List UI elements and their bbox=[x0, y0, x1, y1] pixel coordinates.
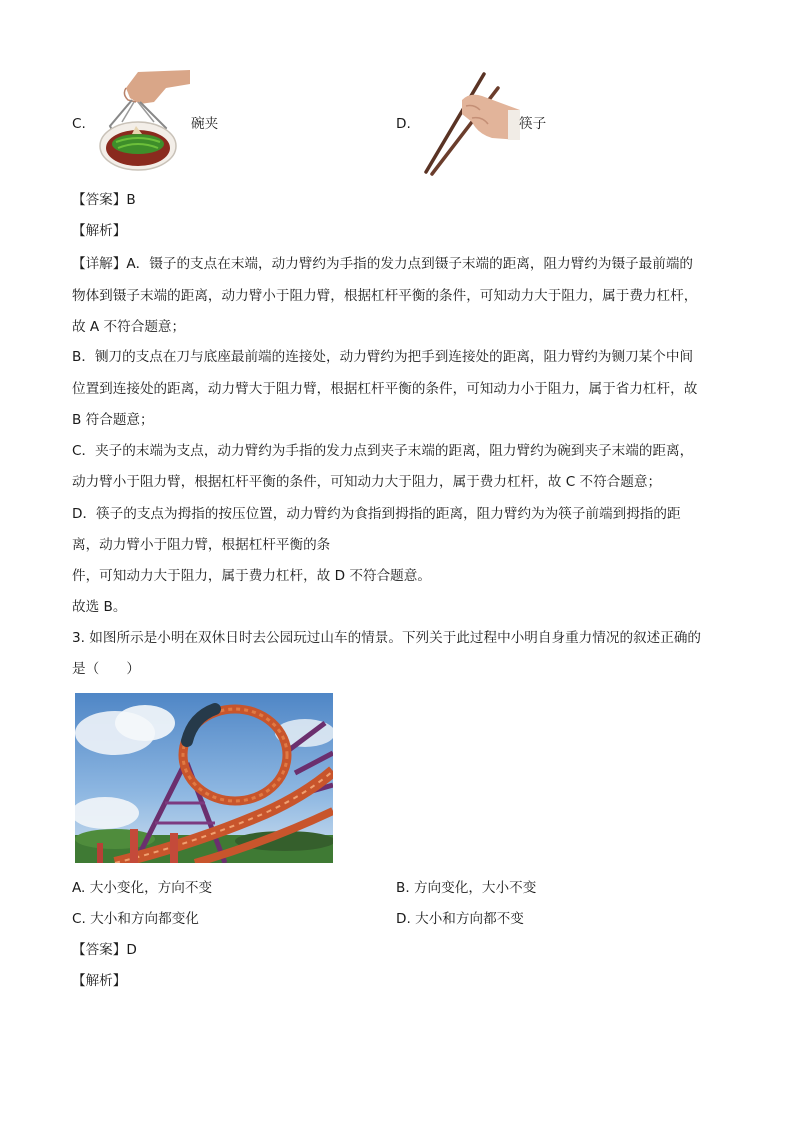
q2-analysis-line-6: B 符合题意； bbox=[72, 412, 154, 428]
q3-analysis-title: 【解析】 bbox=[72, 973, 127, 989]
q2-analysis-line-7: C．夹子的末端为支点，动力臂约为手指的发力点到夹子末端的距离，阻力臂约为碗到夹子末端的距离， bbox=[72, 443, 694, 459]
option-d-label: 筷子 bbox=[519, 116, 547, 132]
option-c-letter: C. bbox=[72, 116, 86, 132]
q2-analysis-line-9: D．筷子的支点为拇指的按压位置，动力臂约为食指到拇指的距离，阻力臂约为为筷子前端到拇指的距 bbox=[72, 506, 681, 522]
q3-option-a: A. 大小变化，方向不变 bbox=[72, 880, 213, 896]
bowl-clip-image bbox=[96, 68, 192, 174]
chopsticks-image bbox=[422, 70, 522, 176]
option-d-letter: D. bbox=[396, 116, 411, 132]
q2-analysis-line-1: 【详解】A．镊子的支点在末端，动力臂约为手指的发力点到镊子末端的距离，阻力臂约为镊子最前端的 bbox=[72, 256, 694, 272]
option-c-label: 碗夹 bbox=[191, 116, 219, 132]
q2-analysis-title: 【解析】 bbox=[72, 223, 127, 239]
q2-analysis-line-4: B．铡刀的支点在刀与底座最前端的连接处，动力臂约为把手到连接处的距离，阻力臂约为铡刀某个中间 bbox=[72, 349, 694, 365]
q3-answer: 【答案】D bbox=[72, 942, 137, 958]
q3-option-b: B. 方向变化，大小不变 bbox=[396, 880, 537, 896]
roller-coaster-image bbox=[75, 693, 333, 863]
q2-analysis-line-3: 故 A 不符合题意； bbox=[72, 319, 186, 335]
q3-stem-line-2: 是（ ） bbox=[72, 661, 140, 677]
q2-analysis-line-11: 件，可知动力大于阻力，属于费力杠杆，故 D 不符合题意。 bbox=[72, 568, 431, 584]
q2-analysis-line-5: 位置到连接处的距离，动力臂大于阻力臂，根据杠杆平衡的条件，可知动力小于阻力，属于省力杠杆，故 bbox=[72, 381, 698, 397]
q2-analysis-line-10: 离，动力臂小于阻力臂，根据杠杆平衡的条 bbox=[72, 537, 331, 553]
q3-option-c: C. 大小和方向都变化 bbox=[72, 911, 199, 927]
q2-analysis-line-8: 动力臂小于阻力臂，根据杠杆平衡的条件，可知动力大于阻力，属于费力杠杆，故 C 不符合题意； bbox=[72, 474, 662, 490]
q2-conclusion: 故选 B。 bbox=[72, 599, 127, 615]
q2-answer: 【答案】B bbox=[72, 192, 136, 208]
q3-option-d: D. 大小和方向都不变 bbox=[396, 911, 524, 927]
q2-analysis-line-2: 物体到镊子末端的距离，动力臂小于阻力臂，根据杠杆平衡的条件，可知动力大于阻力，属于费力杠杆， bbox=[72, 288, 698, 304]
q3-stem-line-1: 3. 如图所示是小明在双休日时去公园玩过山车的情景。下列关于此过程中小明自身重力情况的叙述正确的 bbox=[72, 630, 702, 646]
